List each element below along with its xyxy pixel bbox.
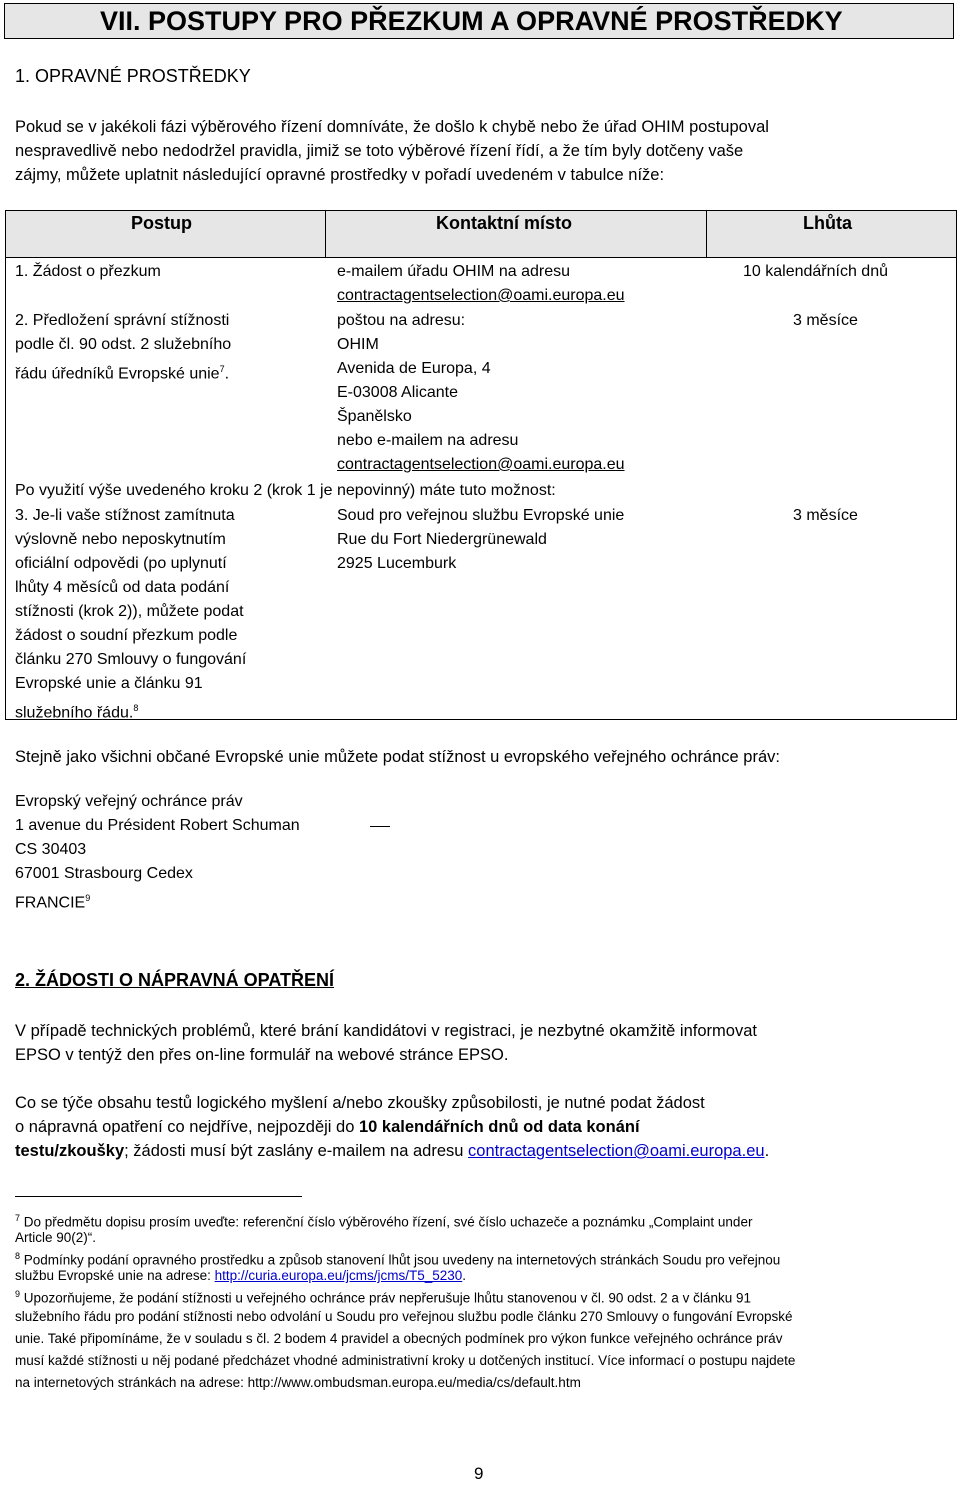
section2-para2-line3 [15,1140,769,1163]
row2-kontakt-line-2: OHIM [337,336,379,353]
header-divider-2 [706,210,707,258]
row1-email-link[interactable]: contractagentselection@oami.europa.eu [337,287,625,304]
row2-kontakt-line-4: E-03008 Alicante [337,384,458,401]
row2-kontakt-line-5: Španělsko [337,408,412,425]
para2-text: o nápravná opatření co nejdříve, nejpozději do [15,1118,359,1136]
fn9-text: Upozorňujeme, že podání stížnosti u veřejného ochránce práv nepřerušuje lhůtu stanovenou v čl. 90 odst. 2 a v článku 91 [23,1290,751,1306]
footnote-9-line5: na internetových stránkách na adrese: http://www.ombudsman.europa.eu/media/cs/default.htm [15,1375,581,1390]
intro-line-3: zájmy, můžete uplatnit následující opravné prostředky v pořadí uvedeném v tabulce níže: [15,166,665,184]
footnote-separator [15,1196,302,1197]
row3-kontakt-line-1: Soud pro veřejnou službu Evropské unie [337,507,625,524]
row1-kontakt-line: e-mailem úřadu OHIM na adresu [337,263,570,280]
row2-period: . [224,365,230,383]
row2-email-link[interactable]: contractagentselection@oami.europa.eu [337,456,625,473]
ombudsman-line-2: 1 avenue du Président Robert Schuman [15,817,300,834]
row1-postup: 1. Žádost o přezkum [15,263,161,280]
row2-postup-line-3 [15,357,229,386]
footnote-9-line2: služebního řádu pro podání stížnosti nebo odvolání u Soudu pro veřejnou službu podle článku 270 Smlouvy o fungování Evropské [15,1309,793,1324]
row2-kontakt-line-3: Avenida de Europa, 4 [337,360,491,377]
footnote-9-line1 [15,1284,751,1309]
opravne-prostredky-heading: 1. OPRAVNÉ PROSTŘEDKY [15,66,251,86]
napravna-opatreni-heading: 2. ŽÁDOSTI O NÁPRAVNÁ OPATŘENÍ [15,970,335,990]
footnote-9-line4: musí každé stížnosti u něj podané předcházet vhodné administrativní kroky u dotčených institucí. Více informací o postupu najdete [15,1353,796,1368]
ombudsman-line-3: CS 30403 [15,841,87,858]
row2-postup-text: řádu úředníků Evropské unie [15,365,220,383]
fn7-number: 7 [15,1213,21,1223]
fn9-number: 9 [15,1289,21,1299]
para2-deadline: 10 kalendářních dnů od data konání [359,1118,640,1136]
row2-kontakt-line-1: poštou na adresu: [337,312,466,329]
header-divider-1 [325,210,326,258]
row3-kontakt-line-3: 2925 Lucemburk [337,555,457,572]
row2-postup-line-2: podle čl. 90 odst. 2 služebního [15,336,232,353]
header-postup: Postup [131,213,192,233]
header-lhuta: Lhůta [803,213,852,233]
para2-email-link[interactable]: contractagentselection@oami.europa.eu [468,1142,765,1160]
footnote-ref-9[interactable]: 9 [85,893,91,903]
footnote-ref-7[interactable]: 7 [219,364,225,374]
section2-para2-line1: Co se týče obsahu testů logického myšlení a/nebo zkoušky způsobilosti, je nutné podat žádost [15,1094,705,1112]
ombudsman-country: FRANCIE [15,894,86,912]
row2-kontakt-line-6: nebo e-mailem na adresu [337,432,519,449]
curia-link[interactable]: http://curia.europa.eu/jcms/jcms/T5_5230 [214,1268,463,1283]
row3-kontakt-line-2: Rue du Fort Niedergrünewald [337,531,547,548]
fn7-text: Do předmětu dopisu prosím uveďte: referenční číslo výběrového řízení, své číslo uchazeče a poznámku „Complaint under [23,1214,753,1230]
section2-para1-line1: V případě technických problémů, které brání kandidátovi v registraci, je nezbytné okamžitě informovat [15,1022,757,1040]
intro-line-1: Pokud se v jakékoli fázi výběrového řízení domníváte, že došlo k chybě nebo že úřad OHIM postupoval [15,118,769,136]
section-title: VII. POSTUPY PRO PŘEZKUM A OPRAVNÉ PROSTŘEDKY [100,6,843,36]
para2-period: . [764,1142,770,1160]
row3-postup-line-8: Evropské unie a článku 91 [15,675,203,692]
row3-postup-text: služebního řádu. [15,704,134,722]
footnote-8-line2 [15,1265,466,1286]
footnote-7-line2: Article 90(2)“. [15,1230,97,1245]
fn8-period: . [462,1268,467,1283]
footnote-7-line1 [15,1208,752,1233]
fn8-number: 8 [15,1251,21,1261]
section2-para1-line2: EPSO v tentýž den přes on-line formulář na webové stránce EPSO. [15,1046,509,1064]
row3-postup-line-4: lhůty 4 měsíců od data podání [15,579,230,596]
para2-test: testu/zkoušky [15,1142,125,1160]
row3-postup-line-6: žádost o soudní přezkum podle [15,627,238,644]
ombudsman-line-5 [15,886,90,915]
row3-postup-line-5: stížnosti (krok 2)), můžete podat [15,603,244,620]
row3-postup-line-9 [15,696,138,725]
header-kontaktni-misto: Kontaktní místo [436,213,573,233]
ombudsman-line-1: Evropský veřejný ochránce práv [15,793,243,810]
row3-lhuta: 3 měsíce [793,507,858,524]
page-number: 9 [474,1464,484,1483]
span-row-text: Po využití výše uvedeného kroku 2 (krok 1 je nepovinný) máte tuto možnost: [15,482,556,499]
row3-postup-line-2: výslovně nebo neposkytnutím [15,531,226,548]
row2-lhuta: 3 měsíce [793,312,858,329]
row1-lhuta: 10 kalendářních dnů [743,263,888,280]
ombudsman-intro: Stejně jako všichni občané Evropské unie můžete podat stížnost u evropského veřejného ochránce práv: [15,748,780,766]
section2-para2-line2 [15,1116,640,1139]
fn8-text: Podmínky podání opravného prostředku a způsob stanovení lhůt jsou uvedeny na internetových stránkách Soudu pro veřejnou [23,1252,781,1268]
row3-postup-line-3: oficiální odpovědi (po uplynutí [15,555,227,572]
para2-text-2: ; žádosti musí být zaslány e-mailem na adresu [124,1142,469,1160]
row3-postup-line-1: 3. Je-li vaše stížnost zamítnuta [15,507,235,524]
row3-postup-line-7: článku 270 Smlouvy o fungování [15,651,247,668]
ombudsman-line-4: 67001 Strasbourg Cedex [15,865,193,882]
address-dash [370,826,390,827]
footnote-9-line3: unie. Také připomínáme, že v souladu s čl. 2 bodem 4 pravidel a obecných podmínek pro výkon funkce veřejného ochránce práv [15,1331,783,1346]
fn8-text-2: službu Evropské unie na adrese: [15,1268,215,1283]
row2-postup-line-1: 2. Předložení správní stížnosti [15,312,230,329]
footnote-ref-8[interactable]: 8 [133,703,139,713]
intro-line-2: nespravedlivě nebo nedodržel pravidla, jimiž se toto výběrové řízení řídí, a že tím byly dotčeny vaše [15,142,744,160]
